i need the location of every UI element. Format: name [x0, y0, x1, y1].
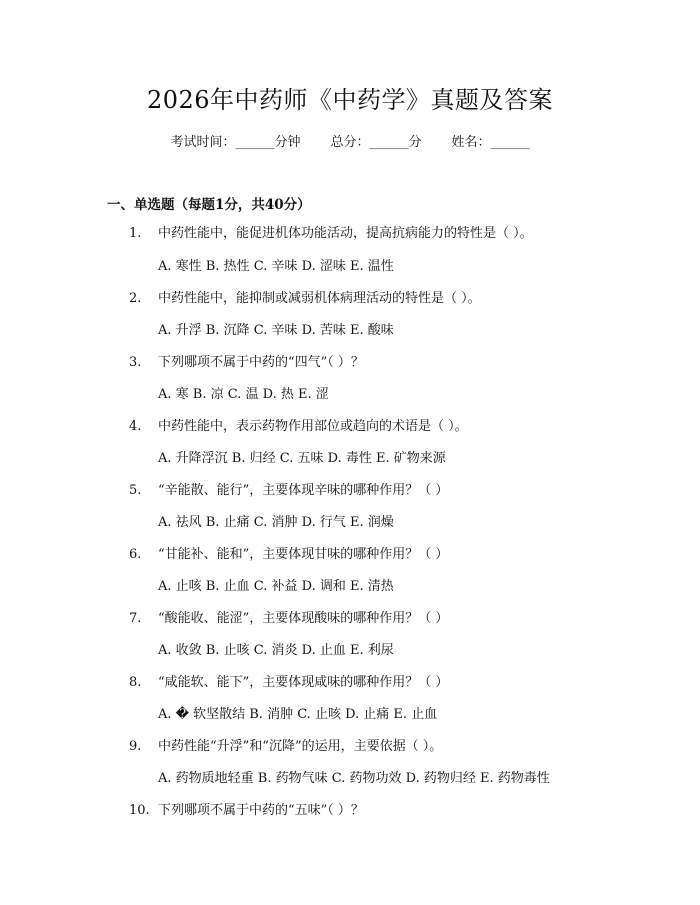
- question-text: 中药性能中，能促进机体功能活动，提高抗病能力的特性是（ ）。: [158, 226, 533, 241]
- question-1: [129, 222, 533, 241]
- question-number: 3.: [129, 355, 142, 370]
- question-4: [129, 415, 468, 434]
- question-text: 下列哪项不属于中药的“四气”（ ）？: [158, 355, 364, 370]
- exam-time-field: 考试时间：______分钟: [170, 135, 301, 150]
- question-3: [129, 351, 364, 370]
- question-text: 中药性能“升浮”和“沉降”的运用，主要依据（ ）。: [158, 739, 443, 754]
- question-7-options: A. 收敛 B. 止咳 C. 消炎 D. 止血 E. 利尿: [158, 643, 394, 658]
- total-score-field: 总分：______分: [330, 135, 422, 150]
- question-text: “甘能补、能和”，主要体现甘味的哪种作用？（ ）: [158, 547, 449, 562]
- question-number: 2.: [129, 291, 142, 306]
- question-number: 7.: [129, 611, 142, 626]
- question-9: [129, 735, 442, 754]
- question-number: 5.: [129, 483, 142, 498]
- question-text: “酸能收、能涩”，主要体现酸味的哪种作用？（ ）: [158, 611, 449, 626]
- question-number: 4.: [129, 419, 142, 434]
- question-text: “辛能散、能行”，主要体现辛味的哪种作用？（ ）: [158, 483, 449, 498]
- question-2-options: A. 升浮 B. 沉降 C. 辛味 D. 苦味 E. 酸味: [158, 323, 394, 338]
- question-7: [129, 607, 448, 626]
- question-4-options: A. 升降浮沉 B. 归经 C. 五味 D. 毒性 E. 矿物来源: [158, 451, 446, 466]
- question-number: 6.: [129, 547, 142, 562]
- question-10: [129, 799, 364, 818]
- question-9-options: A. 药物质地轻重 B. 药物气味 C. 药物功效 D. 药物归经 E. 药物毒性: [158, 771, 550, 786]
- question-3-options: A. 寒 B. 凉 C. 温 D. 热 E. 涩: [158, 387, 329, 402]
- question-5: [129, 479, 448, 498]
- question-number: 10.: [129, 803, 150, 818]
- question-number: 8.: [129, 675, 142, 690]
- question-2: [129, 287, 481, 306]
- question-8: [129, 671, 448, 690]
- name-field: 姓名：______: [451, 135, 530, 150]
- question-text: 中药性能中，能抑制或减弱机体病理活动的特性是（ ）。: [158, 291, 481, 306]
- exam-meta: [0, 131, 700, 150]
- question-6: [129, 543, 448, 562]
- question-1-options: A. 寒性 B. 热性 C. 辛味 D. 涩味 E. 温性: [158, 259, 394, 274]
- question-text: “咸能软、能下”，主要体现咸味的哪种作用？（ ）: [158, 675, 449, 690]
- question-number: 9.: [129, 739, 142, 754]
- section-heading: 一、单选题（每题1分，共40分）: [107, 197, 311, 213]
- question-text: 中药性能中，表示药物作用部位或趋向的术语是（ ）。: [158, 419, 468, 434]
- question-8-options: A. � 软坚散结 B. 消肿 C. 止咳 D. 止痛 E. 止血: [158, 707, 438, 722]
- page-title: 2026年中药师《中药学》真题及答案: [146, 86, 554, 114]
- question-5-options: A. 祛风 B. 止痛 C. 消肿 D. 行气 E. 润燥: [158, 515, 394, 530]
- question-text: 下列哪项不属于中药的“五味”（ ）？: [158, 803, 364, 818]
- question-number: 1.: [129, 226, 142, 241]
- question-6-options: A. 止咳 B. 止血 C. 补益 D. 调和 E. 清热: [158, 579, 394, 594]
